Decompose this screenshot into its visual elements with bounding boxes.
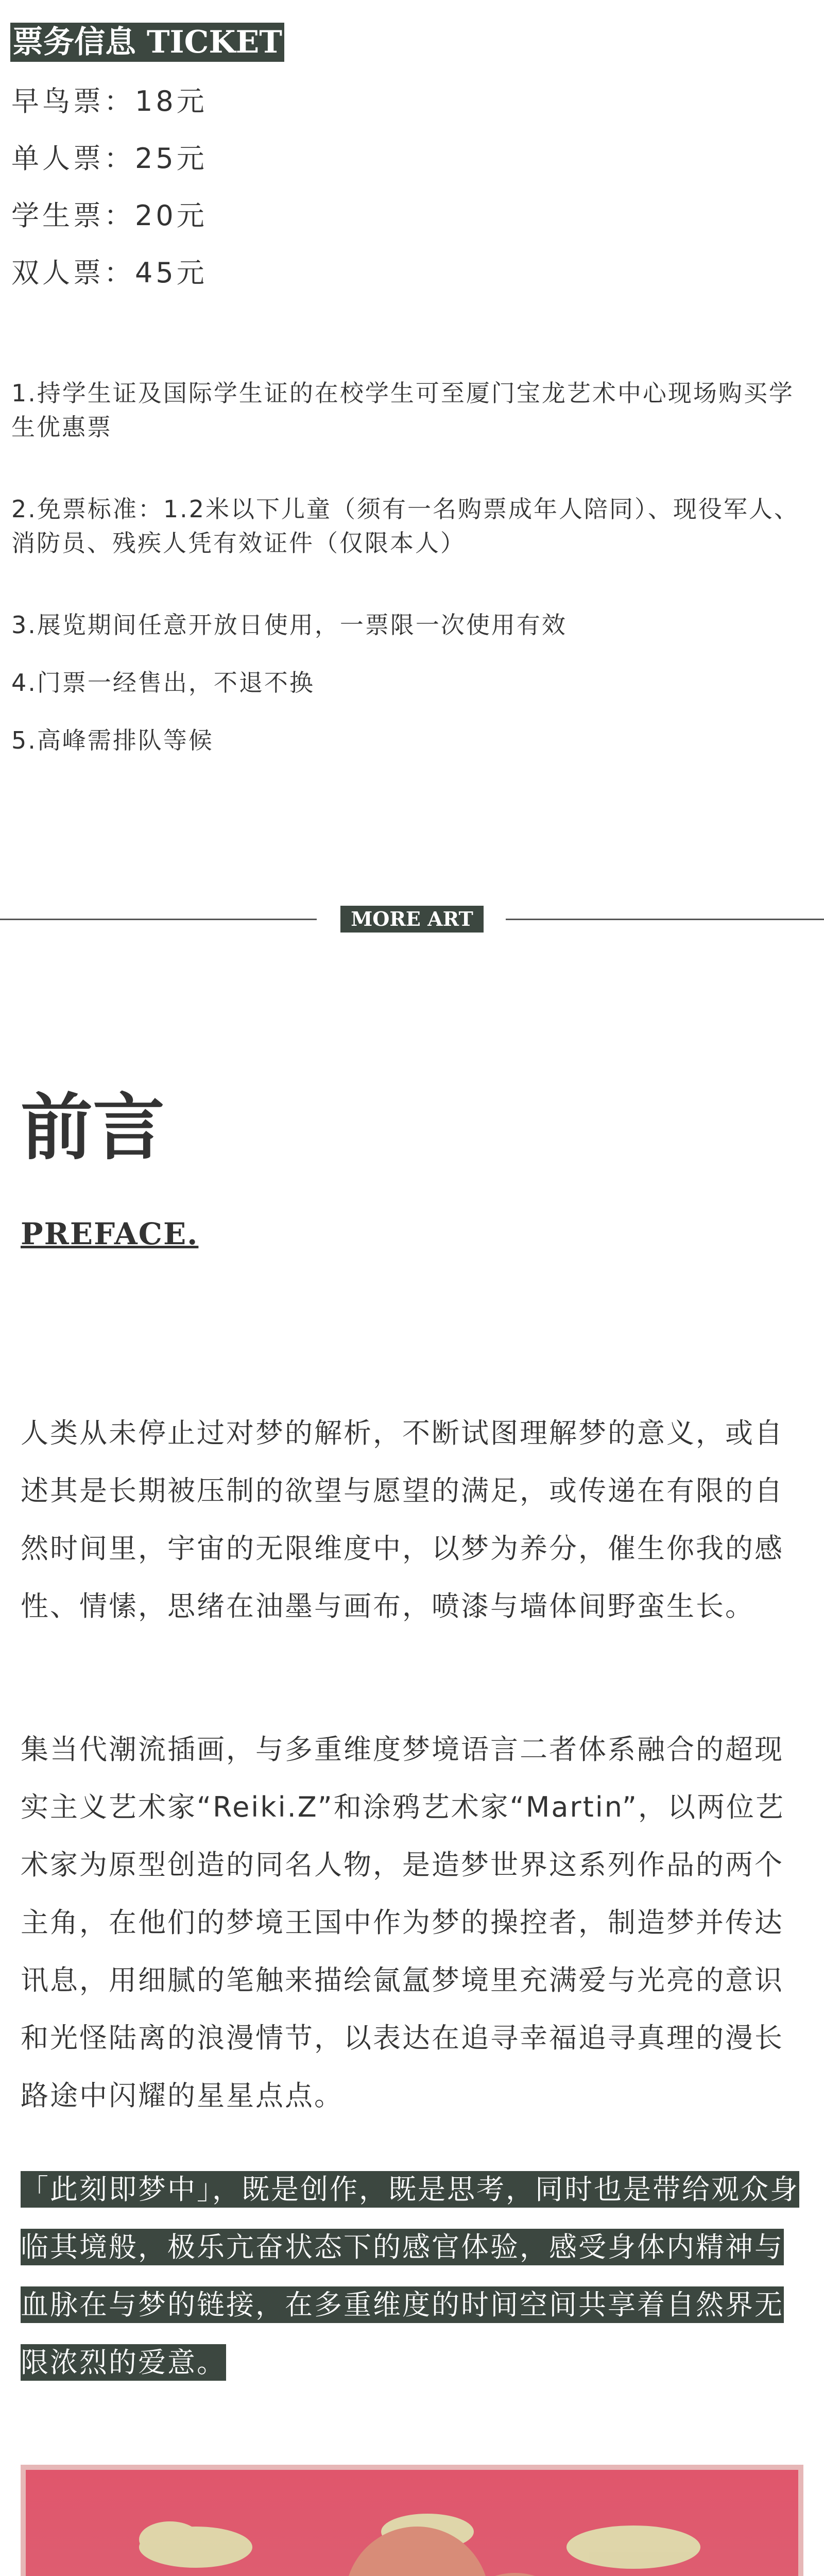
more-art-label: MORE ART: [340, 906, 484, 933]
ticket-note-4: 4.门票一经售出，不退不换: [11, 669, 315, 697]
divider-line-left: [0, 919, 317, 920]
ticket-title: 票务信息 TICKET: [10, 23, 284, 62]
preface-paragraph-2: 集当代潮流插画，与多重维度梦境语言二者体系融合的超现实主义艺术家“Reiki.Z”和涂鸦艺术家“Martin”，以两位艺术家为原型创造的同名人物，是造梦世界这系列作品的两个主角，在他们的梦境王国中作为梦的操控者，制造梦并传达讯息，用细腻的笔触来描绘氤氲梦境里充满爱与光亮的意识和光怪陆离的浪漫情节，以表达在追寻幸福追寻真理的漫长路途中闪耀的星星点点。: [21, 1733, 785, 2112]
preface-subtitle: PREFACE.: [21, 1216, 199, 1251]
artwork-image: [21, 2465, 803, 2576]
ticket-note-1: 1.持学生证及国际学生证的在校学生可至厦门宝龙艺术中心现场购买学生优惠票: [11, 379, 794, 441]
price-student: 学生票：20元: [11, 199, 208, 232]
price-early-bird: 早鸟票：18元: [11, 85, 208, 117]
preface-highlight: [21, 2161, 803, 2392]
price-single: 单人票：25元: [11, 142, 208, 175]
preface-title: 前言: [21, 1086, 165, 1170]
divider-line-right: [506, 919, 824, 920]
preface-paragraph-1: 人类从未停止过对梦的解析，不断试图理解梦的意义，或自述其是长期被压制的欲望与愿望的满足，或传递在有限的自然时间里，宇宙的无限维度中，以梦为养分，催生你我的感性、情愫，思绪在油墨与画布，喷漆与墙体间野蛮生长。: [21, 1417, 784, 1622]
ticket-note-5: 5.高峰需排队等候: [11, 726, 214, 754]
ticket-note-2: 2.免票标准：1.2米以下儿童（须有一名购票成年人陪同）、现役军人、消防员、残疾人凭有效证件（仅限本人）: [11, 495, 800, 557]
ticket-note-3: 3.展览期间任意开放日使用，一票限一次使用有效: [11, 611, 567, 639]
price-double: 双人票：45元: [11, 257, 208, 289]
artwork-painting: [26, 2470, 798, 2576]
preface-highlight-text: 「此刻即梦中」，既是创作，既是思考，同时也是带给观众身临其境般，极乐亢奋状态下的感官体验，感受身体内精神与血脉在与梦的链接，在多重维度的时间空间共享着自然界无限浓烈的爱意。: [21, 2171, 799, 2381]
